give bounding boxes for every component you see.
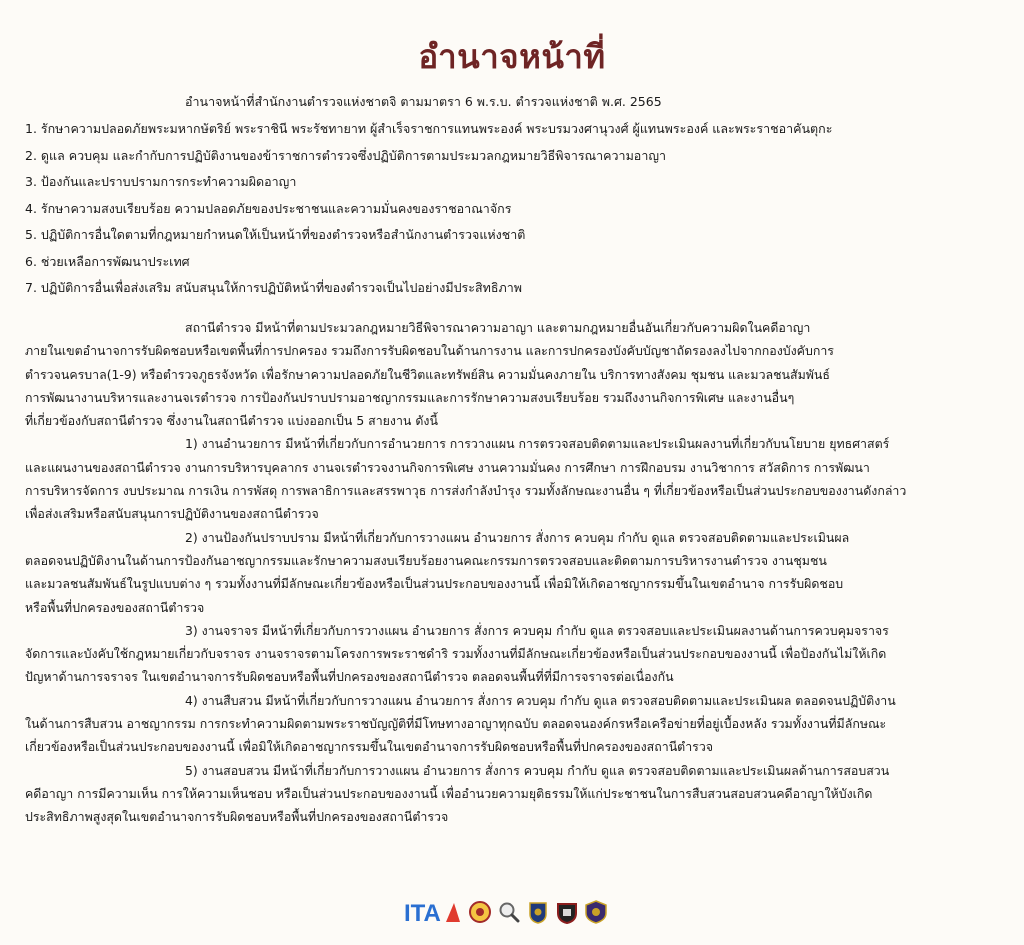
ita-logo (404, 900, 462, 924)
section-line: และแผนงานของสถานีตำรวจ งานการบริหารบุคลากร งานจเรตำรวจงานกิจการพิเศษ งานความมั่นคง การศึกษา การฝึกอบรม งานวิชาการ สวัสดิการ การพัฒนา (25, 459, 870, 475)
duty-item: 2. ดูแล ควบคุม และกำกับการปฏิบัติงานของข้าราชการตำรวจซึ่งปฏิบัติการตามประมวลกฎหมายวิธีพิจารณาความอาญา (25, 147, 667, 163)
intro-line: ภายในเขตอำนาจการรับผิดชอบหรือเขตพื้นที่การปกครอง รวมถึงการรับผิดชอบในด้านการงาน และการปกครองบังคับบัญชาถัดรองลงไปจากกองบังคับการ (25, 343, 834, 359)
section-line: เกี่ยวข้องหรือเป็นส่วนประกอบของงานนี้ เพื่อมิให้เกิดอาชญากรรมขึ้นในเขตอำนาจการรับผิดชอบหรือพื้นที่ปกครองของสถานีตำรวจ (25, 739, 714, 755)
section-line: 3) งานจราจร มีหน้าที่เกี่ยวกับการวางแผน อำนวยการ สั่งการ ควบคุม กำกับ ดูแล ตรวจสอบและประเมินผลงานด้านการควบคุมจราจร (185, 622, 889, 638)
duty-item: 7. ปฏิบัติการอื่นเพื่อส่งเสริม สนับสนุนให้การปฏิบัติหน้าที่ของตำรวจเป็นไปอย่างมีประสิทธิภาพ (25, 280, 522, 295)
section-line: เพื่อส่งเสริมหรือสนับสนุนการปฏิบัติงานของสถานีตำรวจ (25, 506, 319, 522)
section-line: 1) งานอำนวยการ มีหน้าที่เกี่ยวกับการอำนวยการ การวางแผน การตรวจสอบติดตามและประเมินผลงานที่เกี่ยวกับนโยบาย ยุทธศาสตร์ (185, 436, 890, 452)
page-title: อำนาจหน้าที่ (418, 37, 606, 76)
section-line: จัดการและบังคับใช้กฎหมายเกี่ยวกับจราจร งานจราจรตามโครงการพระราชดำริ รวมทั้งงานที่มีลักษณะเกี่ยวข้องหรือเป็นส่วนประกอบของงานนี้ เพื่อป้องกันไม่ให้เกิด (25, 646, 887, 662)
section-line: ประสิทธิภาพสูงสุดในเขตอำนาจการรับผิดชอบหรือพื้นที่ปกครองของสถานีตำรวจ (25, 809, 449, 825)
ita-logo-text: ITA (404, 900, 441, 924)
station-description (25, 316, 1015, 829)
duties-list (25, 118, 1005, 304)
section-line: 2) งานป้องกันปราบปราม มีหน้าที่เกี่ยวกับการวางแผน อำนวยการ สั่งการ ควบคุม กำกับ ดูแล ตรวจสอบติดตามและประเมินผล (185, 529, 850, 545)
page-subtitle: อำนาจหน้าที่สำนักงานตำรวจแห่งชาตจิ ตามมาตรา 6 พ.ร.บ. ตำรวจแห่งชาติ พ.ศ. 2565 (185, 94, 662, 109)
section-line: คดีอาญา การมีความเห็น การให้ความเห็นชอบ หรือเป็นส่วนประกอบของงานนี้ เพื่ออำนวยความยุติธรรมให้แก่ประชาชนในการสืบสวนสอบสวนคดีอาญาให้บังเกิด (25, 785, 873, 801)
section-line: ปัญหาด้านการจราจร ในเขตอำนาจการรับผิดชอบหรือพื้นที่ปกครองของสถานีตำรวจ ตลอดจนพื้นที่ที่มีการจราจรต่อเนื่องกัน (25, 669, 674, 685)
duty-item: 1. รักษาความปลอดภัยพระมหากษัตริย์ พระราชินี พระรัชทายาท ผู้สำเร็จราชการแทนพระองค์ พระบรมวงศานุวงศ์ ผู้แทนพระองค์ และพระราชอาคันตุกะ (25, 121, 833, 136)
intro-line: การพัฒนางานบริหารและงานจเรตำรวจ การป้องกันปราบปรามอาชญากรรมและการรักษาความสงบเรียบร้อย รวมถึงงานกิจการพิเศษ และงานอื่นๆ (25, 389, 795, 405)
unit-badge-icon (527, 900, 549, 924)
duty-item: 5. ปฏิบัติการอื่นใดตามที่กฎหมายกำหนดให้เป็นหน้าที่ของตำรวจหรือสำนักงานตำรวจแห่งชาติ (25, 227, 526, 242)
section-line: 4) งานสืบสวน มีหน้าที่เกี่ยวกับการวางแผน อำนวยการ สั่งการ ควบคุม กำกับ ดูแล ตรวจสอบติดตามและประเมินผล ตลอดจนปฏิบัติงาน (185, 692, 896, 708)
section-line: การบริหารจัดการ งบประมาณ การเงิน การพัสดุ การพลาธิการและสรรพาวุธ การส่งกำลังบำรุง รวมทั้งลักษณะงานอื่น ๆ ที่เกี่ยวข้องหรือเป็นส่วนประกอบของงานดังกล่าว (25, 483, 907, 499)
section-line: 5) งานสอบสวน มีหน้าที่เกี่ยวกับการวางแผน อำนวยการ สั่งการ ควบคุม กำกับ ดูแล ตรวจสอบติดตามและประเมินผลด้านการสอบสวน (185, 762, 890, 778)
intro-line: สถานีตำรวจ มีหน้าที่ตามประมวลกฎหมายวิธีพิจารณาความอาญา และตามกฎหมายอื่นอันเกี่ยวกับความผิดในคดีอาญา (185, 320, 811, 335)
intro-line: ที่เกี่ยวข้องกับสถานีตำรวจ ซึ่งงานในสถานีตำรวจ แบ่งออกเป็น 5 สายงาน ดังนี้ (25, 413, 438, 429)
intro-line: ตำรวจนครบาล(1-9) หรือตำรวจภูธรจังหวัด เพื่อรักษาความปลอดภัยในชีวิตและทรัพย์สิน ความมั่นคงภายใน บริการทางสังคม ชุมชน และมวลชนสัมพันธ์ (25, 366, 830, 382)
duty-item: 4. รักษาความสงบเรียบร้อย ความปลอดภัยของประชาชนและความมั่นคงของราชอาณาจักร (25, 200, 512, 216)
duty-item: 6. ช่วยเหลือการพัฒนาประเทศ (25, 253, 190, 269)
section-line: ในด้านการสืบสวน อาชญากรรม การกระทำความผิดตามพระราชบัญญัติที่มีโทษทางอาญาทุกฉบับ ตลอดจนองค์กรหรือเครือข่ายที่อยู่เบื้องหลัง รวมทั้งงานที่มีลักษณะ (25, 716, 887, 732)
section-line: หรือพื้นที่ปกครองของสถานีตำรวจ (25, 599, 205, 615)
station-emblem-icon (556, 900, 578, 924)
police-badge-icon (585, 900, 607, 924)
section-line: ตลอดจนปฏิบัติงานในด้านการป้องกันอาชญากรรมและรักษาความสงบเรียบร้อยงานคณะกรรมการตรวจสอบและติดตามการบริหารงานตำรวจ งานชุมชน (25, 552, 827, 568)
logo-strip (404, 900, 607, 924)
police-emblem-icon (469, 900, 491, 924)
magnifier-icon (498, 900, 520, 924)
section-line: และมวลชนสัมพันธ์ในรูปแบบต่าง ๆ รวมทั้งงานที่มีลักษณะเกี่ยวข้องหรือเป็นส่วนประกอบของงานนี้ เพื่อมิให้เกิดอาชญากรรมขึ้นในเขตอำนาจ การรับผิดชอบ (25, 576, 844, 592)
duty-item: 3. ป้องกันและปราบปรามการกระทำความผิดอาญา (25, 174, 297, 189)
